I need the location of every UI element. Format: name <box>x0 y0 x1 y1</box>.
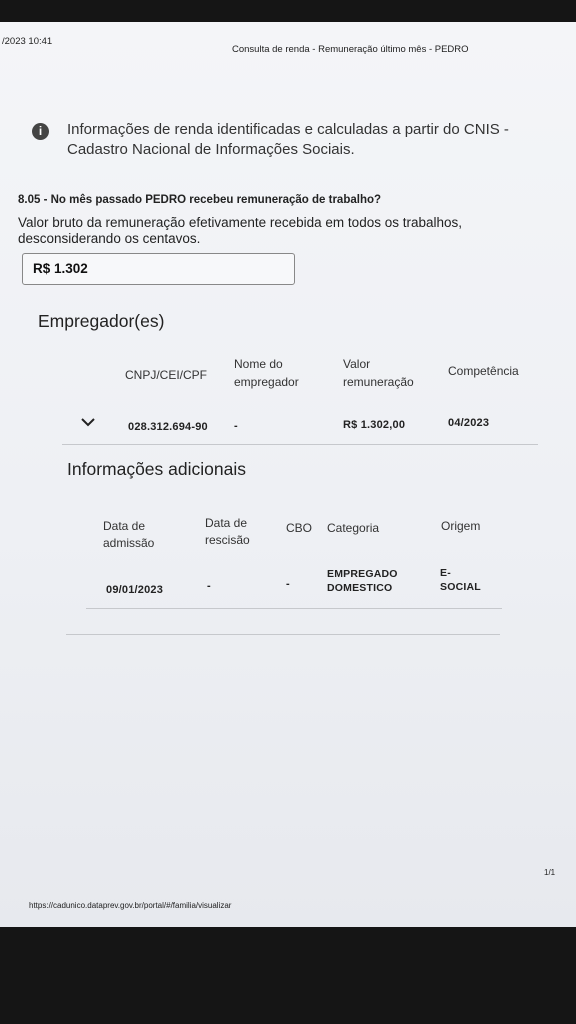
employers-section-title: Empregador(es) <box>38 311 165 331</box>
employer-valor: R$ 1.302,00 <box>343 419 406 431</box>
col-valor-header-line1: Valor <box>343 357 371 371</box>
page-title: Consulta de renda - Remuneração último mês - PEDRO <box>232 44 469 55</box>
question-desc-line2: desconsiderando os centavos. <box>18 231 201 246</box>
col-admissao-header-line2: admissão <box>103 536 155 550</box>
employer-cnpj: 028.312.694-90 <box>128 421 208 433</box>
col-admissao-header-line1: Data de <box>103 519 146 533</box>
additional-section-title: Informações adicionais <box>67 459 246 479</box>
col-cnpj-header: CNPJ/CEI/CPF <box>125 368 208 382</box>
section-bottom-divider <box>66 634 500 635</box>
admissao-value: 09/01/2023 <box>106 584 164 596</box>
categoria-value-line1: EMPREGADO <box>327 568 398 580</box>
rescisao-value: - <box>207 580 211 592</box>
col-rescisao-header-line2: rescisão <box>205 533 250 547</box>
info-icon: i <box>32 123 49 140</box>
col-rescisao-header-line1: Data de <box>205 516 248 530</box>
printed-page <box>0 22 576 927</box>
col-valor-header-line2: remuneração <box>343 375 414 389</box>
cbo-value: - <box>286 578 290 590</box>
table-divider <box>62 444 538 445</box>
page-number: 1/1 <box>544 868 556 877</box>
col-cbo-header: CBO <box>286 521 313 535</box>
print-datetime: /2023 10:41 <box>2 36 53 47</box>
employer-competencia: 04/2023 <box>448 417 490 429</box>
origem-value-line2: SOCIAL <box>440 581 481 593</box>
question-desc-line1: Valor bruto da remuneração efetivamente recebida em todos os trabalhos, <box>18 215 463 230</box>
employer-nome: - <box>234 420 238 432</box>
row-divider <box>86 608 502 609</box>
origem-value-line1: E- <box>440 567 451 579</box>
income-value-field[interactable]: R$ 1.302 <box>22 253 295 285</box>
page-url: https://cadunico.dataprev.gov.br/portal/#/familia/visualizar <box>29 901 232 910</box>
info-text-line1: Informações de renda identificadas e calculadas a partir do CNIS - <box>67 121 509 138</box>
info-text-line2: Cadastro Nacional de Informações Sociais. <box>67 141 355 158</box>
chevron-down-icon[interactable] <box>79 415 97 429</box>
col-nome-header-line1: Nome do <box>234 357 283 371</box>
col-competencia-header: Competência <box>448 364 519 378</box>
col-nome-header-line2: empregador <box>234 375 299 389</box>
question-title: 8.05 - No mês passado PEDRO recebeu remuneração de trabalho? <box>18 194 382 206</box>
col-origem-header: Origem <box>441 519 481 533</box>
categoria-value-line2: DOMESTICO <box>327 582 393 594</box>
col-categoria-header: Categoria <box>327 521 380 535</box>
